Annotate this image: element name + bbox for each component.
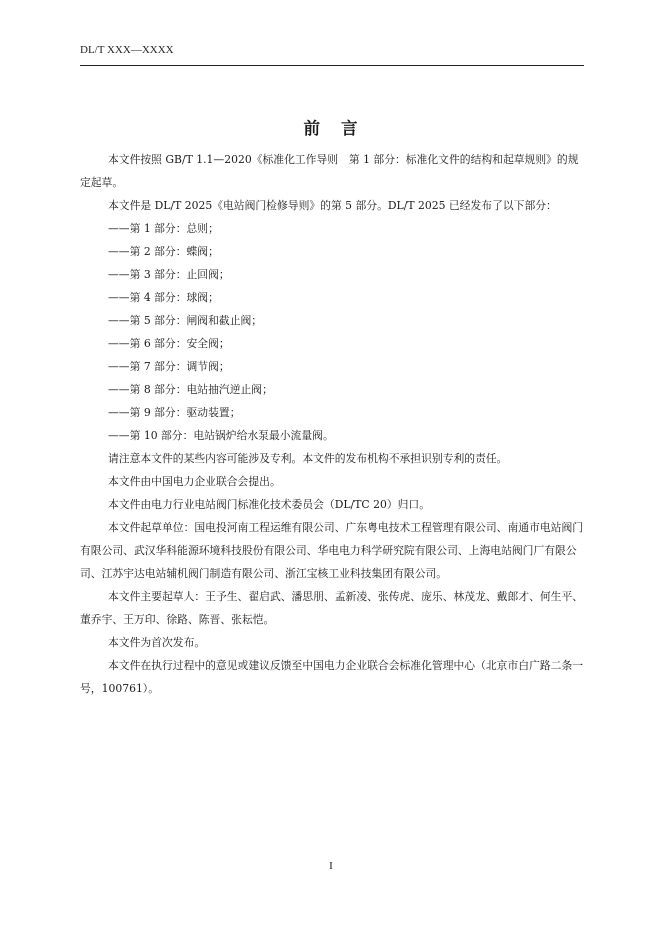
page-title-char-2: 言 (341, 119, 359, 138)
list-item: ——第 10 部分：电站锅炉给水泵最小流量阀。 (108, 429, 334, 442)
paragraph-drafting-organizations: 本文件起草单位：国电投河南工程运维有限公司、广东粤电技术工程管理有限公司、南通市电站阀门有限公司、武汉华科能源环境科技股份有限公司、华电电力科学研究院有限公司、上海电站阀门厂有限公司、江苏宇达电站辅机阀门制造有限公司、浙江宝核工业科技集团有限公司。 (80, 521, 584, 580)
list-item: ——第 6 部分：安全阀； (108, 337, 230, 350)
list-item: ——第 3 部分：止回阀； (108, 268, 230, 281)
page-title (0, 115, 662, 139)
paragraph-main-drafters: 本文件主要起草人：王予生、翟启武、潘思朋、孟新凌、张传虎、庞乐、林茂龙、戴郎才、何生平、董乔宇、王万印、徐路、陈晋、张耘恺。 (80, 590, 584, 626)
list-item: ——第 1 部分：总则； (108, 222, 219, 235)
paragraph-series-intro: 本文件是 DL/T 2025《电站阀门检修导则》的第 5 部分。DL/T 2025 已经发布了以下部分： (108, 199, 557, 212)
paragraph-feedback: 本文件在执行过程中的意见或建议反馈至中国电力企业联合会标准化管理中心（北京市白广路二条一号，100761）。 (80, 659, 584, 695)
paragraph-first-release: 本文件为首次发布。 (108, 636, 206, 649)
page-title-char-1: 前 (303, 119, 321, 138)
document-code: DL/T XXX—XXXX (80, 44, 174, 56)
list-item: ——第 9 部分：驱动装置； (108, 406, 241, 419)
list-item: ——第 2 部分：蝶阀； (108, 245, 219, 258)
paragraph-proposer: 本文件由中国电力企业联合会提出。 (108, 475, 281, 488)
page-number: I (329, 860, 333, 872)
paragraph-patent-notice: 请注意本文件的某些内容可能涉及专利。本文件的发布机构不承担识别专利的责任。 (108, 452, 508, 465)
list-item: ——第 7 部分：调节阀； (108, 360, 230, 373)
preface-body (80, 148, 585, 700)
header-divider (80, 65, 584, 66)
list-item: ——第 5 部分：闸阀和截止阀； (108, 314, 263, 327)
list-item: ——第 4 部分：球阀； (108, 291, 219, 304)
paragraph-centralized-by: 本文件由电力行业电站阀门标准化技术委员会（DL/TC 20）归口。 (108, 498, 431, 511)
list-item: ——第 8 部分：电站抽汽逆止阀； (108, 383, 273, 396)
paragraph-drafting-basis: 本文件按照 GB/T 1.1—2020《标准化工作导则 第 1 部分：标准化文件的结构和起草规则》的规定起草。 (80, 153, 579, 189)
